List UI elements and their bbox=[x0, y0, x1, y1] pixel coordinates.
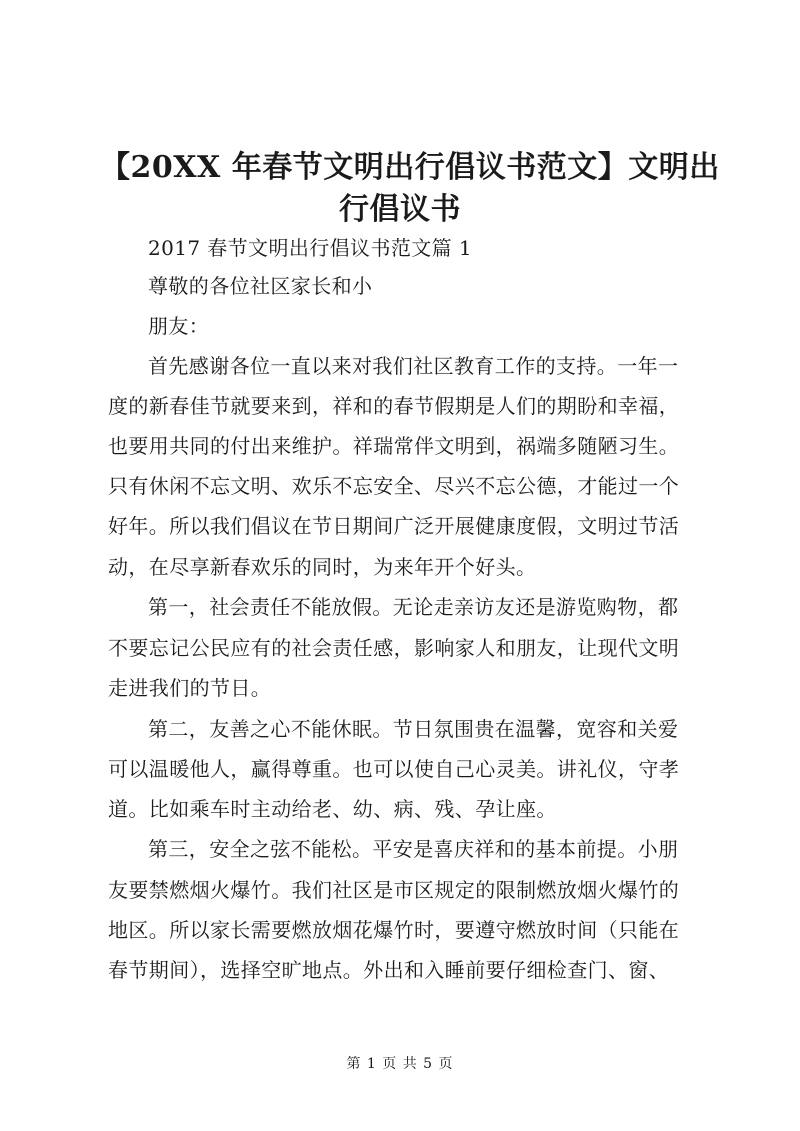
paragraph-line: 走进我们的节日。 bbox=[108, 676, 272, 700]
paragraph-line: 第三，安全之弦不能松。平安是喜庆祥和的基本前提。小朋 bbox=[148, 837, 679, 861]
paragraph-line: 好年。所以我们倡议在节日期间广泛开展健康度假，文明过节活 bbox=[108, 514, 680, 538]
paragraph-line: 只有休闲不忘文明、欢乐不忘安全、尽兴不忘公德，才能过一个 bbox=[108, 474, 680, 498]
page-number-footer: 第 1 页 共 5 页 bbox=[346, 1056, 454, 1072]
document-title-line-2: 行倡议书 bbox=[339, 192, 461, 227]
paragraph-line: 度的新春佳节就要来到，祥和的春节假期是人们的期盼和幸福， bbox=[108, 394, 680, 418]
paragraph-line: 第二，友善之心不能休眠。节日氛围贵在温馨，宽容和关爱 bbox=[148, 717, 679, 741]
paragraph-line: 地区。所以家长需要燃放烟花爆竹时，要遵守燃放时间（只能在 bbox=[108, 918, 680, 942]
salutation-line: 尊敬的各位社区家长和小 bbox=[148, 274, 373, 298]
paragraph-line: 不要忘记公民应有的社会责任感，影响家人和朋友，让现代文明 bbox=[108, 636, 680, 660]
paragraph-line: 春节期间），选择空旷地点。外出和入睡前要仔细检查门、窗、 bbox=[108, 958, 670, 982]
paragraph-line: 也要用共同的付出来维护。祥瑞常伴文明到，祸端多随陋习生。 bbox=[108, 434, 680, 458]
document-title-line-1: 【20XX 年春节文明出行倡议书范文】文明出 bbox=[100, 150, 720, 185]
paragraph-line: 第一，社会责任不能放假。无论走亲访友还是游览购物，都 bbox=[148, 595, 679, 619]
salutation-line: 朋友： bbox=[148, 314, 210, 338]
paragraph-line: 可以温暖他人，赢得尊重。也可以使自己心灵美。讲礼仪，守孝 bbox=[108, 757, 680, 781]
paragraph-line: 道。比如乘车时主动给老、幼、病、残、孕让座。 bbox=[108, 797, 557, 821]
paragraph-line: 动，在尽享新春欢乐的同时，为来年开个好头。 bbox=[108, 555, 537, 579]
paragraph-line: 首先感谢各位一直以来对我们社区教育工作的支持。一年一 bbox=[148, 354, 679, 378]
section-heading: 2017 春节文明出行倡议书范文篇 1 bbox=[148, 236, 472, 260]
paragraph-line: 友要禁燃烟火爆竹。我们社区是市区规定的限制燃放烟火爆竹的 bbox=[108, 878, 680, 902]
